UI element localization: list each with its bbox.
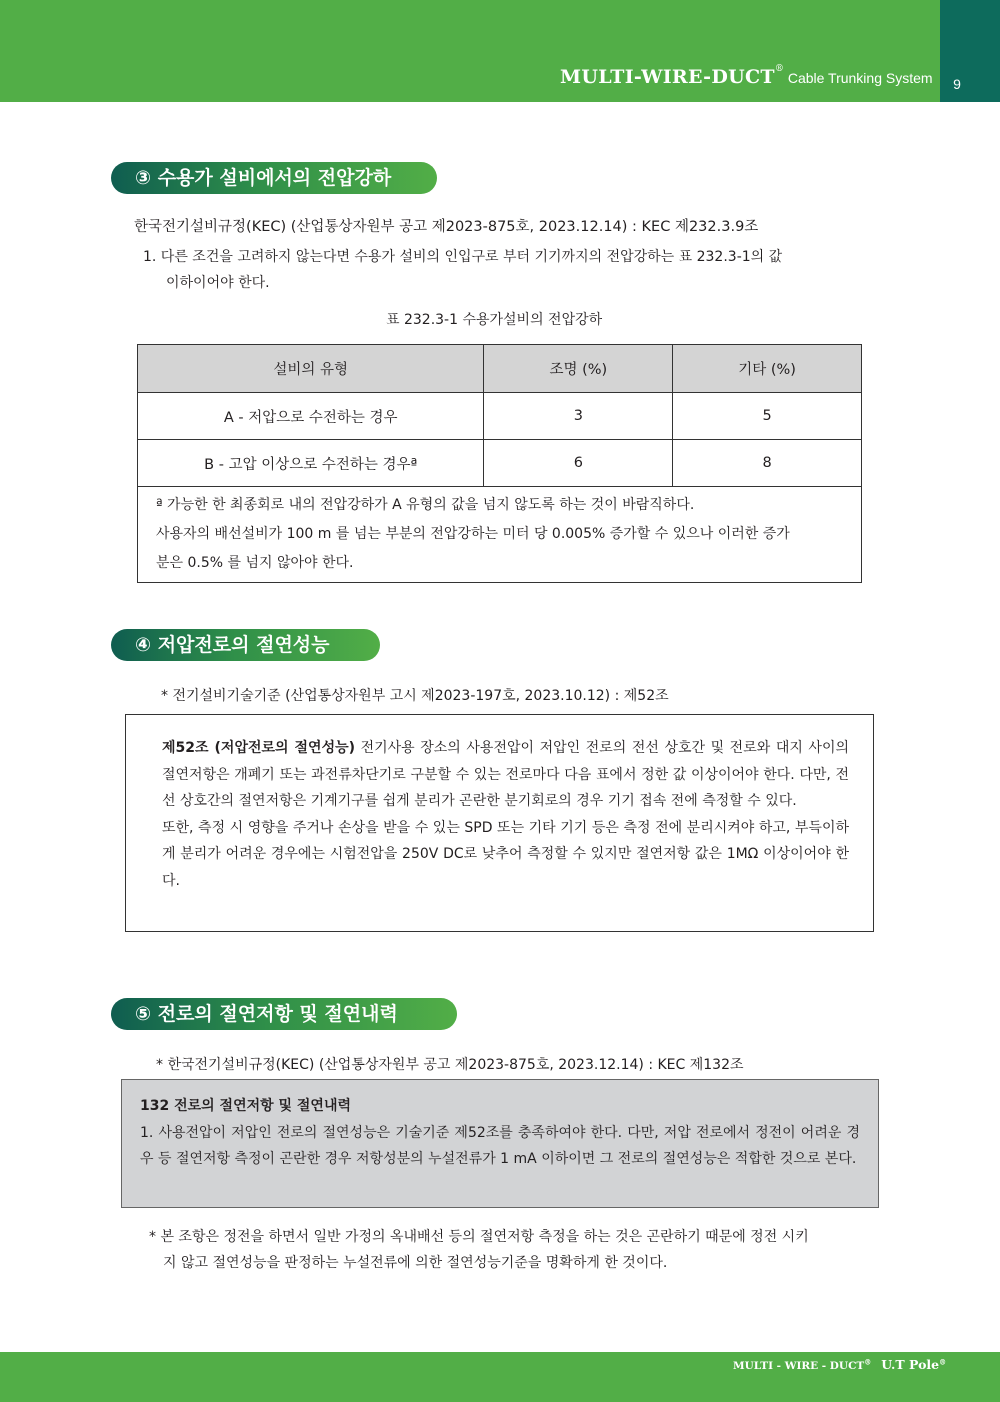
brand-subtitle: Cable Trunking System [787, 70, 933, 86]
brand-name: MULTI-WIRE-DUCT [560, 66, 775, 88]
page-number: 9 [953, 76, 961, 92]
kec132-box [121, 1079, 879, 1208]
article52-paragraph2: 또한, 측정 시 영향을 주거나 손상을 받을 수 있는 SPD 또는 기타 기기 등은 측정 전에 분리시켜야 하고, 부득이하게 분리가 어려운 경우에는 시험전압을 250V DC로 낮추어 측정할 수 있지만 절연저항 값은 1MΩ 이상이어야 한다. [162, 819, 849, 889]
section4-title: ④ 저압전로의 절연성능 [111, 629, 380, 661]
section3-reference: 한국전기설비규정(KEC) (산업통상자원부 공고 제2023-875호, 2023.12.14) : KEC 제232.3.9조 [134, 219, 759, 235]
section3-title: ③ 수용가 설비에서의 전압강하 [111, 162, 437, 194]
table-header-row [138, 345, 862, 393]
section3-item1-line2: 이하이어야 한다. [166, 275, 270, 291]
article52-box [125, 714, 874, 932]
registered-mark: ® [774, 64, 784, 74]
footer-brand-utpole: U.T Pole [881, 1357, 940, 1372]
footnote-line2: 지 않고 절연성능을 판정하는 누설전류에 의한 절연성능기준을 명확하게 한 것이다. [163, 1255, 668, 1271]
section5-reference: * 한국전기설비규정(KEC) (산업통상자원부 공고 제2023-875호, 2023.12.14) : KEC 제132조 [156, 1057, 744, 1073]
table-header: 조명 (%) [484, 345, 673, 393]
table-header: 기타 (%) [673, 345, 862, 393]
table-row [138, 440, 862, 487]
table-note [137, 481, 862, 583]
footnote-line1: * 본 조항은 정전을 하면서 일반 가정의 옥내배선 등의 절연저항 측정을 하는 것은 곤란하기 때문에 정전 시키 [149, 1229, 809, 1245]
table-cell: 5 [673, 393, 862, 440]
article52-heading: 제52조 (저압전로의 절연성능) [162, 740, 356, 756]
kec132-body: 1. 사용전압이 저압인 전로의 절연성능은 기술기준 제52조를 충족하여야 한다. 다만, 저압 전로에서 정전이 어려운 경우 등 절연저항 측정이 곤란한 경우 저항성분의 누설전류가 1 mA 이하이면 그 전로의 절연성능은 적합한 것으로 본다. [140, 1124, 860, 1168]
table-cell: 6 [484, 440, 673, 487]
table-row [138, 393, 862, 440]
voltage-drop-table [137, 344, 862, 487]
footer-brands [733, 1357, 946, 1372]
registered-mark: ® [864, 1357, 872, 1367]
table-cell: A - 저압으로 수전하는 경우 [138, 393, 484, 440]
table-header: 설비의 유형 [138, 345, 484, 393]
section5-title: ⑤ 전로의 절연저항 및 절연내력 [111, 998, 457, 1030]
note-line: 사용자의 배선설비가 100 m 를 넘는 부분의 전압강하는 미터 당 0.005% 증가할 수 있으나 이러한 증가 [156, 526, 790, 542]
table-cell: 8 [673, 440, 862, 487]
section4-reference: * 전기설비기술기준 (산업통상자원부 고시 제2023-197호, 2023.10.12) : 제52조 [161, 688, 669, 704]
registered-mark: ® [939, 1357, 947, 1367]
section3-item1-line1: 1. 다른 조건을 고려하지 않는다면 수용가 설비의 인입구로 부터 기기까지의 전압강하는 표 232.3-1의 값 [143, 249, 783, 265]
note-line: 분은 0.5% 를 넘지 않아야 한다. [156, 555, 354, 571]
table-cell: B - 고압 이상으로 수전하는 경우ª [138, 440, 484, 487]
footer-brand-mwd: MULTI - WIRE - DUCT [733, 1360, 865, 1372]
article52-body: 전기사용 장소의 사용전압이 저압인 전로의 전선 상호간 및 전로와 대지 사이의 절연저항은 개폐기 또는 과전류차단기로 구분할 수 있는 전로마다 다음 표에서 정한 값 이상이어야 한다. 다만, 전선 상호간의 절연저항은 기계기구를 쉽게 분리가 곤란한 분기회로의 경우 기기 접속 전에 측정할 수 있다. [162, 740, 850, 810]
article52-paragraph1 [162, 735, 849, 815]
header-brand [560, 66, 933, 88]
note-line: ª 가능한 한 최종회로 내의 전압강하가 A 유형의 값을 넘지 않도록 하는 것이 바람직하다. [156, 497, 695, 513]
table-cell: 3 [484, 393, 673, 440]
kec132-heading: 132 전로의 절연저항 및 절연내력 [140, 1098, 352, 1114]
table-caption: 표 232.3-1 수용가설비의 전압강하 [386, 312, 603, 328]
